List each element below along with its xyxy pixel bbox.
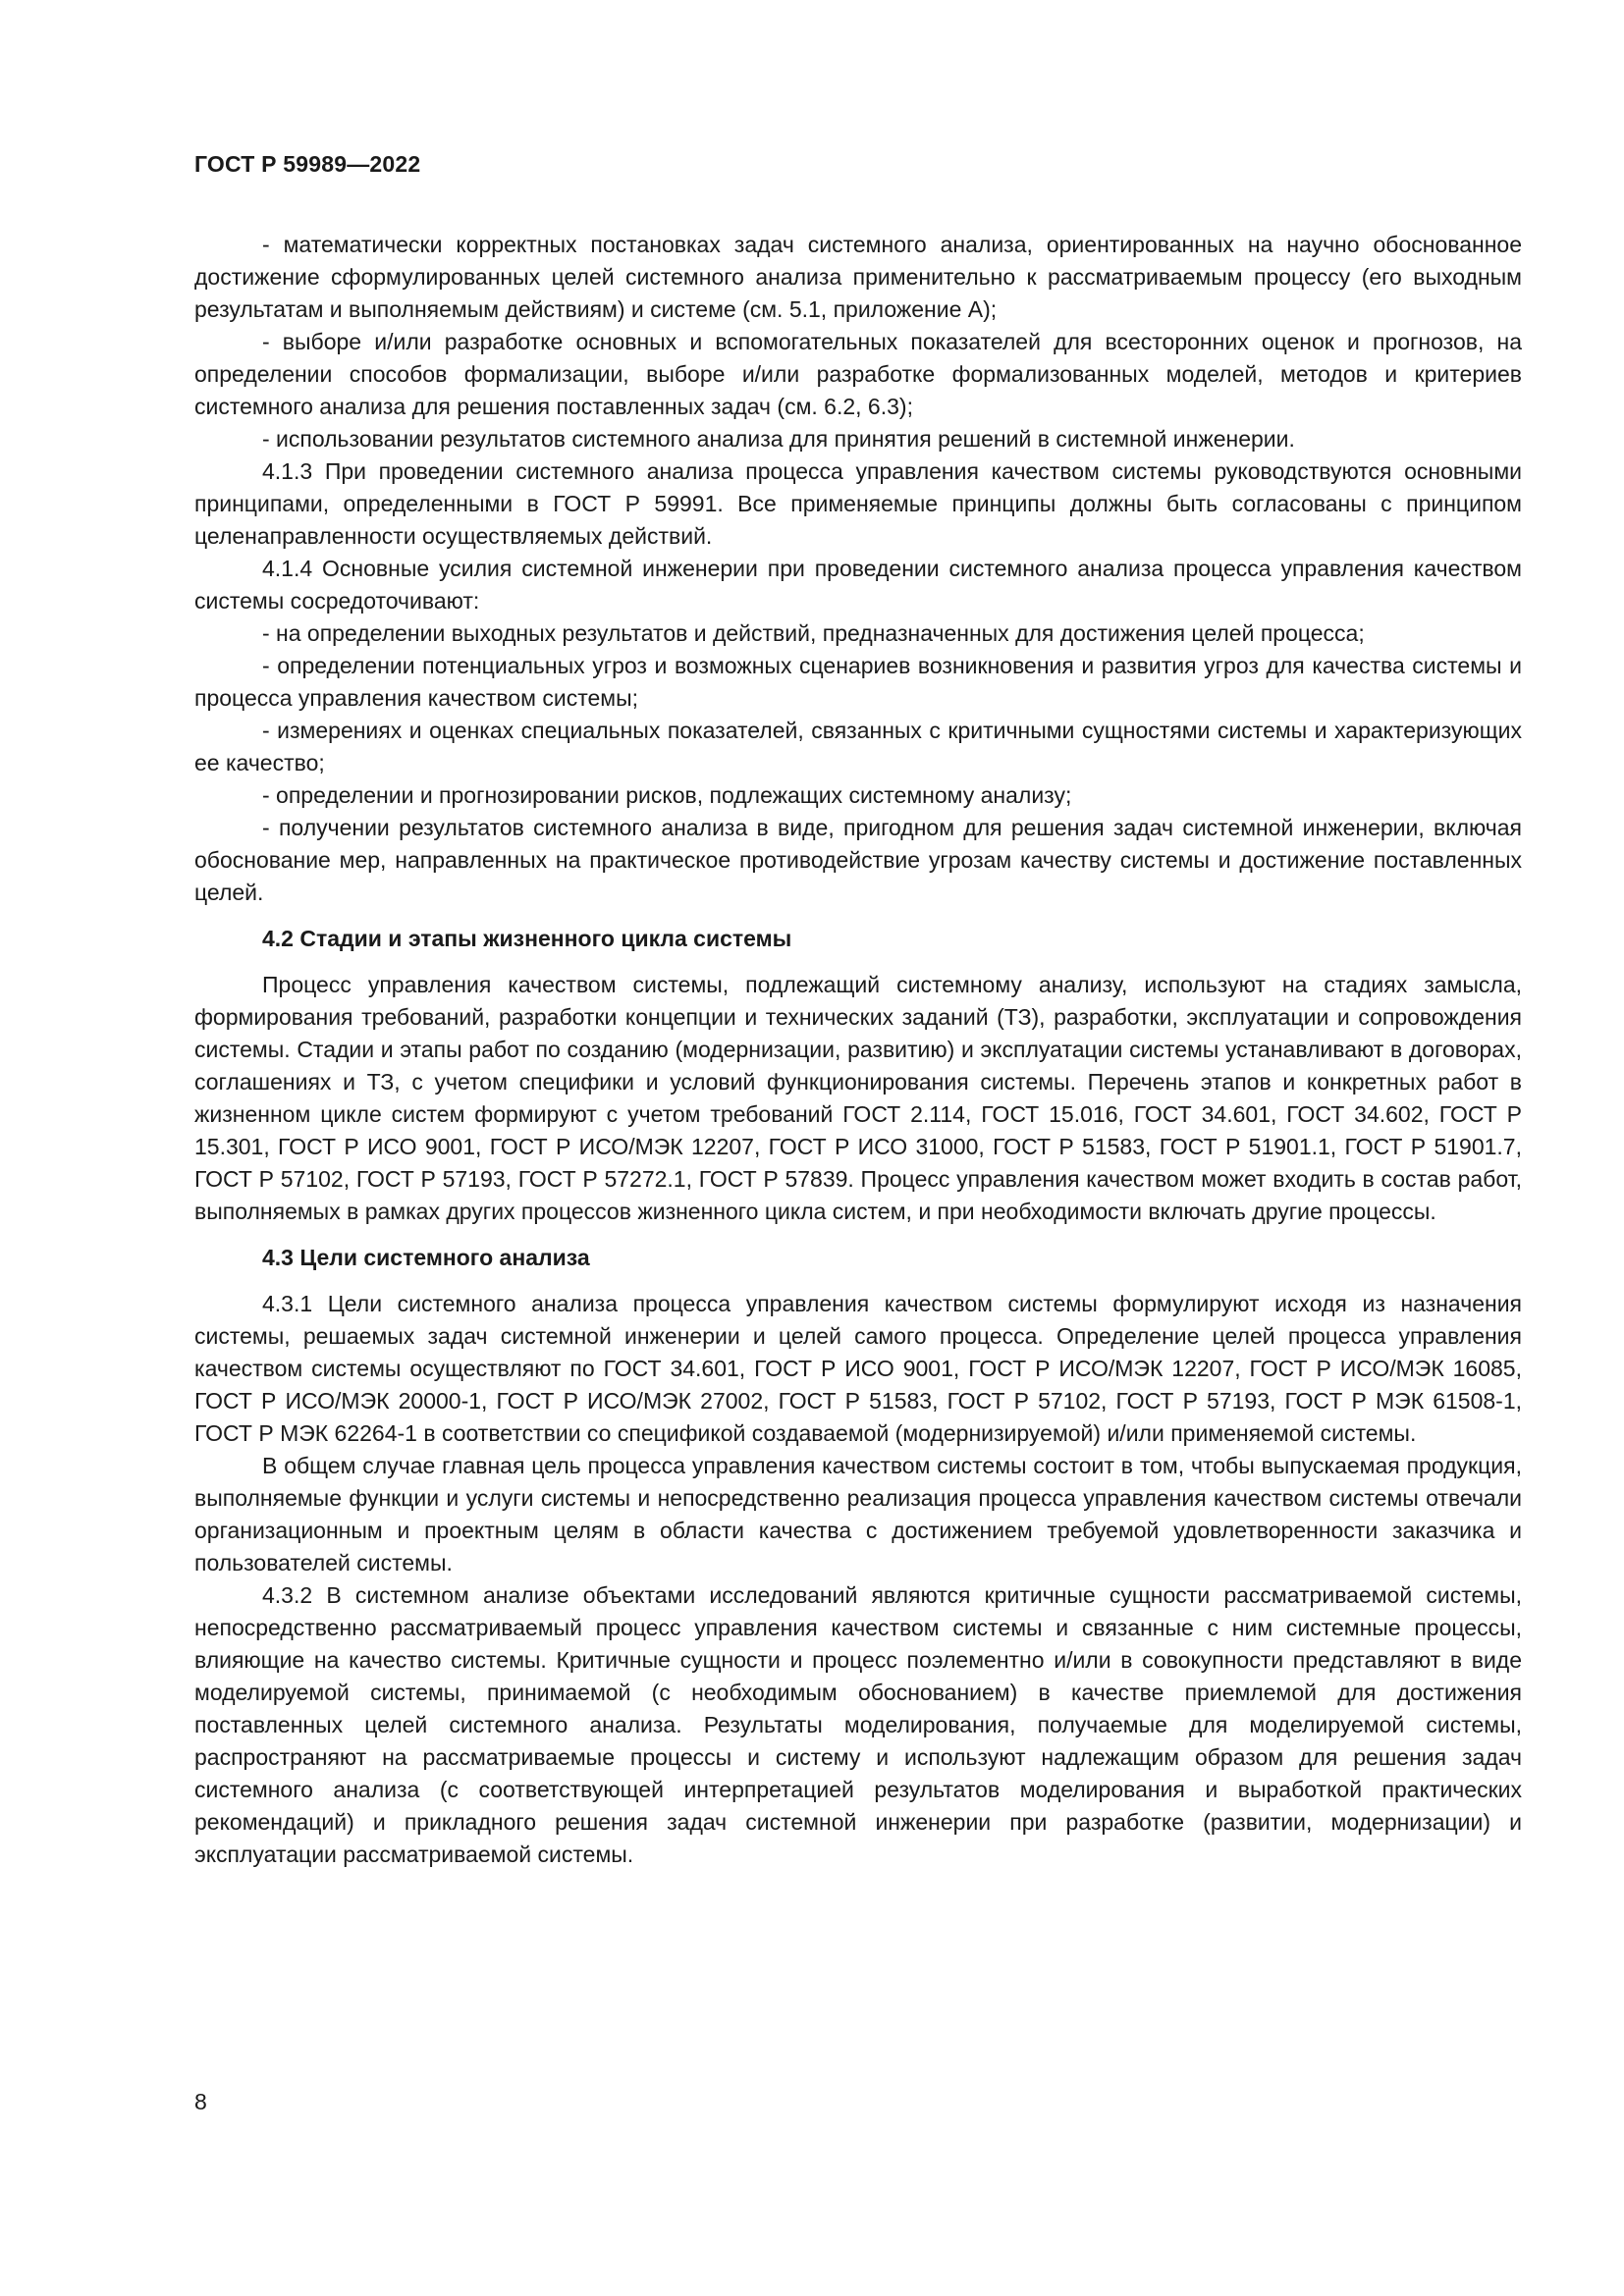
paragraph: 4.1.4 Основные усилия системной инженерии при проведении системного анализа процесса управления качеством системы сосредоточивают:: [194, 556, 1522, 614]
paragraph: - определении потенциальных угроз и возможных сценариев возникновения и развития угроз для качества системы и процесса управления качеством системы;: [194, 653, 1522, 711]
paragraph: - определении и прогнозировании рисков, подлежащих системному анализу;: [262, 782, 1072, 808]
paragraph: - выборе и/или разработке основных и вспомогательных показателей для всесторонних оценок и прогнозов, на определении способов формализации, выборе и/или разработке формализованных моделей, методов и критериев системного анализа для решения поставленных задач (см. 6.2, 6.3);: [194, 329, 1522, 419]
section-heading-4-2: 4.2 Стадии и этапы жизненного цикла системы: [262, 926, 792, 951]
paragraph: - на определении выходных результатов и действий, предназначенных для достижения целей процесса;: [262, 620, 1365, 646]
page-number: 8: [194, 2089, 207, 2114]
section-heading-4-3: 4.3 Цели системного анализа: [262, 1245, 590, 1270]
paragraph: 4.1.3 При проведении системного анализа процесса управления качеством системы руководствуются основными принципами, определенными в ГОСТ Р 59991. Все применяемые принципы должны быть согласованы с принципом целенаправленности осуществляемых действий.: [194, 458, 1522, 549]
paragraph: 4.3.1 Цели системного анализа процесса управления качеством системы формулируют исходя из назначения системы, решаемых задач системной инженерии и целей самого процесса. Определение целей процесса управления качеством системы осуществляют по ГОСТ 34.601, ГОСТ Р ИСО 9001, ГОСТ Р ИСО/МЭК 12207, ГОСТ Р ИСО/МЭК 16085, ГОСТ Р ИСО/МЭК 20000-1, ГОСТ Р ИСО/МЭК 27002, ГОСТ Р 51583, ГОСТ Р 57102, ГОСТ Р 57193, ГОСТ Р МЭК 61508-1, ГОСТ Р МЭК 62264-1 в соответствии со спецификой создаваемой (модернизируемой) и/или применяемой системы.: [194, 1291, 1522, 1446]
paragraph: В общем случае главная цель процесса управления качеством системы состоит в том, чтобы выпускаемая продукция, выполняемые функции и услуги системы и непосредственно реализация процесса управления качеством системы отвечали организационным и проектным целям в области качества с достижением требуемой удовлетворенности заказчика и пользователей системы.: [194, 1453, 1522, 1575]
document-code-header: ГОСТ Р 59989—2022: [194, 151, 421, 177]
paragraph: - использовании результатов системного анализа для принятия решений в системной инженерии.: [262, 426, 1295, 452]
paragraph: - измерениях и оценках специальных показателей, связанных с критичными сущностями системы и характеризующих ее качество;: [194, 718, 1522, 775]
document-body: [194, 229, 1522, 1871]
paragraph: 4.3.2 В системном анализе объектами исследований являются критичные сущности рассматриваемой системы, непосредственно рассматриваемый процесс управления качеством системы и связанные с ним системные процессы, влияющие на качество системы. Критичные сущности и процесс поэлементно и/или в совокупности представляют в виде моделируемой системы, принимаемой (с необходимым обоснованием) в качестве приемлемой для достижения поставленных целей системного анализа. Результаты моделирования, получаемые для моделируемой системы, распространяют на рассматриваемые процессы и систему и используют надлежащим образом для решения задач системного анализа (с соответствующей интерпретацией результатов моделирования и выработкой практических рекомендаций) и прикладного решения задач системной инженерии при разработке (развитии, модернизации) и эксплуатации рассматриваемой системы.: [194, 1582, 1522, 1867]
paragraph: - получении результатов системного анализа в виде, пригодном для решения задач системной инженерии, включая обоснование мер, направленных на практическое противодействие угрозам качеству системы и достижение поставленных целей.: [194, 815, 1522, 905]
paragraph: - математически корректных постановках задач системного анализа, ориентированных на научно обоснованное достижение сформулированных целей системного анализа применительно к рассматриваемым процессу (его выходным результатам и выполняемым действиям) и системе (см. 5.1, приложение А);: [194, 232, 1522, 322]
paragraph: Процесс управления качеством системы, подлежащий системному анализу, используют на стадиях замысла, формирования требований, разработки концепции и технических заданий (ТЗ), разработки, эксплуатации и сопровождения системы. Стадии и этапы работ по созданию (модернизации, развитию) и эксплуатации системы устанавливают в договорах, соглашениях и ТЗ, с учетом специфики и условий функционирования системы. Перечень этапов и конкретных работ в жизненном цикле систем формируют с учетом требований ГОСТ 2.114, ГОСТ 15.016, ГОСТ 34.601, ГОСТ 34.602, ГОСТ Р 15.301, ГОСТ Р ИСО 9001, ГОСТ Р ИСО/МЭК 12207, ГОСТ Р ИСО 31000, ГОСТ Р 51583, ГОСТ Р 51901.1, ГОСТ Р 51901.7, ГОСТ Р 57102, ГОСТ Р 57193, ГОСТ Р 57272.1, ГОСТ Р 57839. Процесс управления качеством может входить в состав работ, выполняемых в рамках других процессов жизненного цикла систем, и при необходимости включать другие процессы.: [194, 972, 1522, 1224]
